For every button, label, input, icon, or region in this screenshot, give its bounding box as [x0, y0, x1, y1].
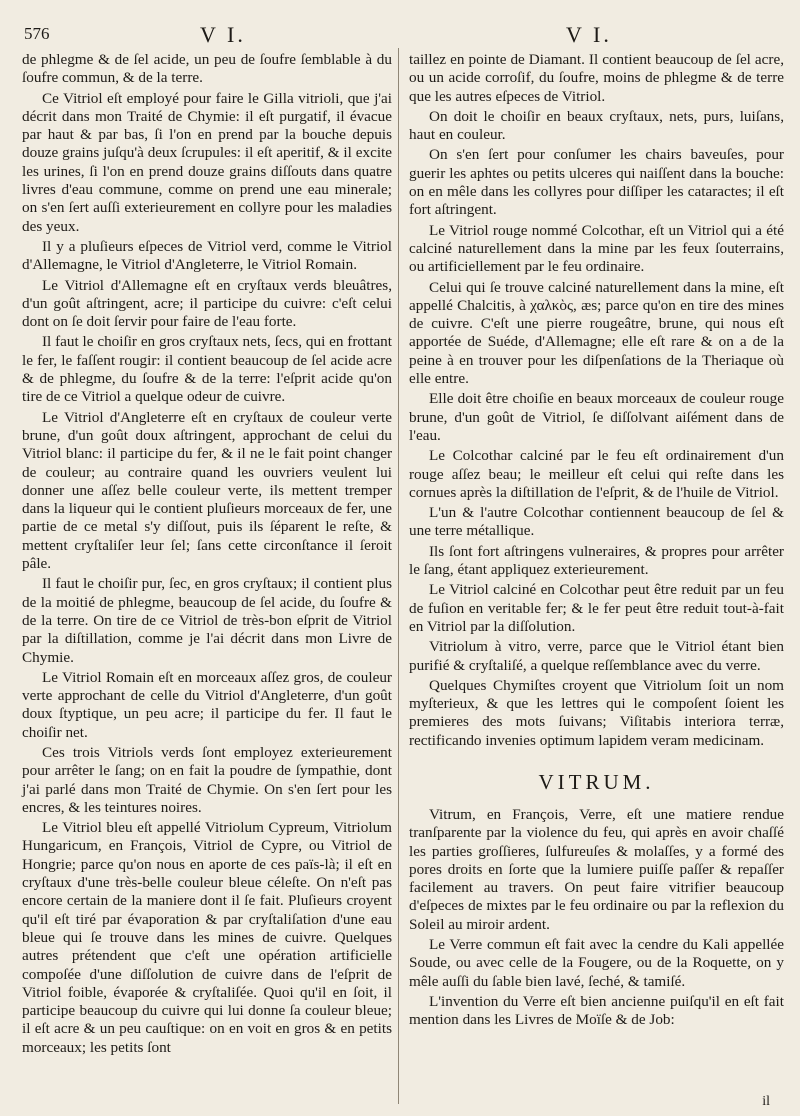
paragraph: Il faut le choiſir pur, ſec, en gros cryſtaux; il contient plus de la moitié de phlegme, beaucoup de ſel acide, du ſoufre & de la terre. On tire de ce Vitriol de très-bon eſprit de Vitriol par la diſtillation, comme je l'ai décrit dans mon Livre de Chymie.	[22, 575, 392, 666]
paragraph: Le Colcothar calciné par le feu eſt ordinairement d'un rouge aſſez beau; le meilleur eſt celui qui reſte dans les cornues après la diſtillation de l'eſprit, & de l'huile de Vitriol.	[409, 447, 784, 501]
right-column	[409, 51, 784, 1032]
paragraph: On s'en ſert pour conſumer les chairs baveuſes, pour guerir les aphtes ou petits ulceres qui naiſſent dans la bouche: on en mêle dans les collyres pour diſſiper les cataractes; il eſt fort aſtringent.	[409, 146, 784, 219]
paragraph: Le Vitriol Romain eſt en morceaux aſſez gros, de couleur verte approchant de celle du Vitriol d'Angleterre, d'un goût doux ſtyptique, un peu acre; il participe du fer. Il faut le choiſir net.	[22, 668, 392, 741]
column-divider	[398, 48, 399, 1104]
paragraph: Vitriolum à vitro, verre, parce que le Vitriol étant bien purifié & cryſtaliſé, a quelque reſſemblance avec du verre.	[409, 638, 784, 674]
section-heading: VITRUM.	[538, 769, 655, 794]
paragraph: de phlegme & de ſel acide, un peu de ſoufre ſemblable à du ſoufre commun, & de la terre.	[22, 51, 392, 87]
paragraph: Le Vitriol d'Allemagne eſt en cryſtaux verds bleuâtres, d'un goût aſtringent, acre; il participe du cuivre: c'eſt celui dont on ſe doit ſervir pour faire de l'eau forte.	[22, 276, 392, 331]
left-column	[22, 51, 392, 1059]
paragraph: On doit le choiſir en beaux cryſtaux, nets, purs, luiſans, haut en couleur.	[409, 107, 784, 144]
paragraph: L'invention du Verre eſt bien ancienne puiſqu'il en eſt fait mention dans les Livres de Moïſe & de Job:	[409, 992, 784, 1029]
paragraph: Le Vitriol d'Angleterre eſt en cryſtaux de couleur verte brune, d'un goût doux aſtringent, approchant de celui du Vitriol blanc: il participe du fer, & il ne le fait point changer de couleur; au contraire quand les ouvriers veulent lui donner une aſſez belle couleur verte, ils mettent tremper dans la liqueur qui le contient pluſieurs morceaux de fer, une partie de ce metal s'y diſſout, puis ils ſéparent le reſte, & mettent cryſtaliſer leur ſel; ſans cette circonſtance il ſeroit pâle.	[22, 408, 392, 573]
paragraph: Le Vitriol bleu eſt appellé Vitriolum Cypreum, Vitriolum Hungaricum, en François, Vitriol de Cypre, ou Vitriol de Hongrie; parce qu'on nous en aporte de ces païs-là; il eſt en cryſtaux d'une très-belle couleur bleue céleſte. On n'eſt pas encore certain de la maniere dont il ſe fait. Pluſieurs croyent qu'il eſt tiré par évaporation & par cryſtaliſation d'une eau bleue qui ſe trouve dans les mines de cuivre. Quelques autres prétendent que c'eſt une opération artificielle compoſée d'une diſſolution de cuivre dans de l'eſprit de Vitriol foible, évaporée & cryſtaliſée. Quoi qu'il en ſoit, il participe beaucoup du cuivre qui lui donne ſa couleur bleue; il eſt acre & un peu cauſtique: on en voit en gros & en petits morceaux; les petits ſont	[22, 819, 392, 1056]
paragraph: L'un & l'autre Colcothar contiennent beaucoup de ſel & une terre métallique.	[409, 504, 784, 540]
paragraph: Il y a pluſieurs eſpeces de Vitriol verd, comme le Vitriol d'Allemagne, le Vitriol d'Angleterre, le Vitriol Romain.	[22, 237, 392, 274]
catchword: il	[762, 1094, 770, 1109]
paragraph: Quelques Chymiſtes croyent que Vitriolum ſoit un nom myſterieux, & que les lettres qui le compoſent ſoient les premieres des mots ſuivans; Viſitabis interiora terræ, rectificando invenies optimum lapidem veram medicinam.	[409, 676, 784, 749]
paragraph: Celui qui ſe trouve calciné naturellement dans la mine, eſt appellé Chalcitis, à χαλκὸς, æs; parce qu'on en tire des mines de cuivre. C'eſt une pierre rougeâtre, brune, qui nous eſt apportée de Suéde, d'Allemagne; elle eſt rare & on a de la peine à en trouver pour les diſpenſations de la Theriaque où elle entre.	[409, 278, 784, 388]
paragraph: taillez en pointe de Diamant. Il contient beaucoup de ſel acre, ou un acide corroſif, du ſoufre, moins de phlegme & de terre que les autres eſpeces de Vitriol.	[409, 51, 784, 105]
page-header	[0, 22, 800, 52]
running-head-left: V I.	[200, 22, 246, 47]
paragraph: Ils ſont fort aſtringens vulneraires, & propres pour arrêter le ſang, étant appliquez exterieurement.	[409, 542, 784, 579]
paragraph: Ces trois Vitriols verds ſont employez exterieurement pour arrêter le ſang; on en fait la poudre de ſympathie, dont j'ai parlé dans mon Traité de Chymie. On s'en ſert pour les encres, & les teintures noires.	[22, 743, 392, 816]
paragraph: Ce Vitriol eſt employé pour faire le Gilla vitrioli, que j'ai décrit dans mon Traité de Chymie: il eſt purgatif, il évacue par haut & par bas, ſi l'on en prend par la bouche depuis douze grains juſqu'à deux ſcrupules: il eſt aperitif, & il excite les urines, ſi l'on en prend douze grains diſſouts dans quatre livres d'eau commune, comme on prend une eau minerale; on s'en ſert auſſi exterieurement en collyre pour les maladies des yeux.	[22, 89, 392, 235]
running-head-right: V I.	[566, 22, 612, 47]
paragraph: Le Vitriol calciné en Colcothar peut être reduit par un feu de fuſion en veritable fer; & le fer peut être reduit tout-à-fait en Vitriol par la diſſolution.	[409, 581, 784, 635]
paragraph: Le Verre commun eſt fait avec la cendre du Kali appellée Soude, ou avec celle de la Fougere, ou de la Roquette, on y mêle auſſi du ſable bien lavé, ſeché, & tamiſé.	[409, 936, 784, 990]
paragraph: Elle doit être choiſie en beaux morceaux de couleur rouge brune, d'un goût de Vitriol, ſe diſſolvant aiſément dans de l'eau.	[409, 390, 784, 444]
paragraph: Il faut le choiſir en gros cryſtaux nets, ſecs, qui en frottant le fer, le faſſent rougir: il contient beaucoup de ſel acide acre & de phlegme, du ſoufre & de la terre: l'eſprit acide qu'on tire de ce Vitriol a quelque odeur de cuivre.	[22, 333, 392, 406]
paragraph: Le Vitriol rouge nommé Colcothar, eſt un Vitriol qui a été calciné naturellement dans la mine par les feux ſouterrains, ou artificiellement par le feu ordinaire.	[409, 221, 784, 276]
paragraph: Vitrum, en François, Verre, eſt une matiere rendue tranſparente par la violence du feu, qui après en avoir chaſſé les parties groſſieres, ſulfureuſes & molaſſes, y a formé des pores droits en ſorte que la lumiere puiſſe paſſer & repaſſer facilement au travers. On peut faire vitrifier beaucoup d'eſpeces de mixtes par le feu ordinaire ou par la reflexion du Soleil au miroir ardent.	[409, 805, 784, 933]
page-number: 576	[24, 24, 50, 43]
